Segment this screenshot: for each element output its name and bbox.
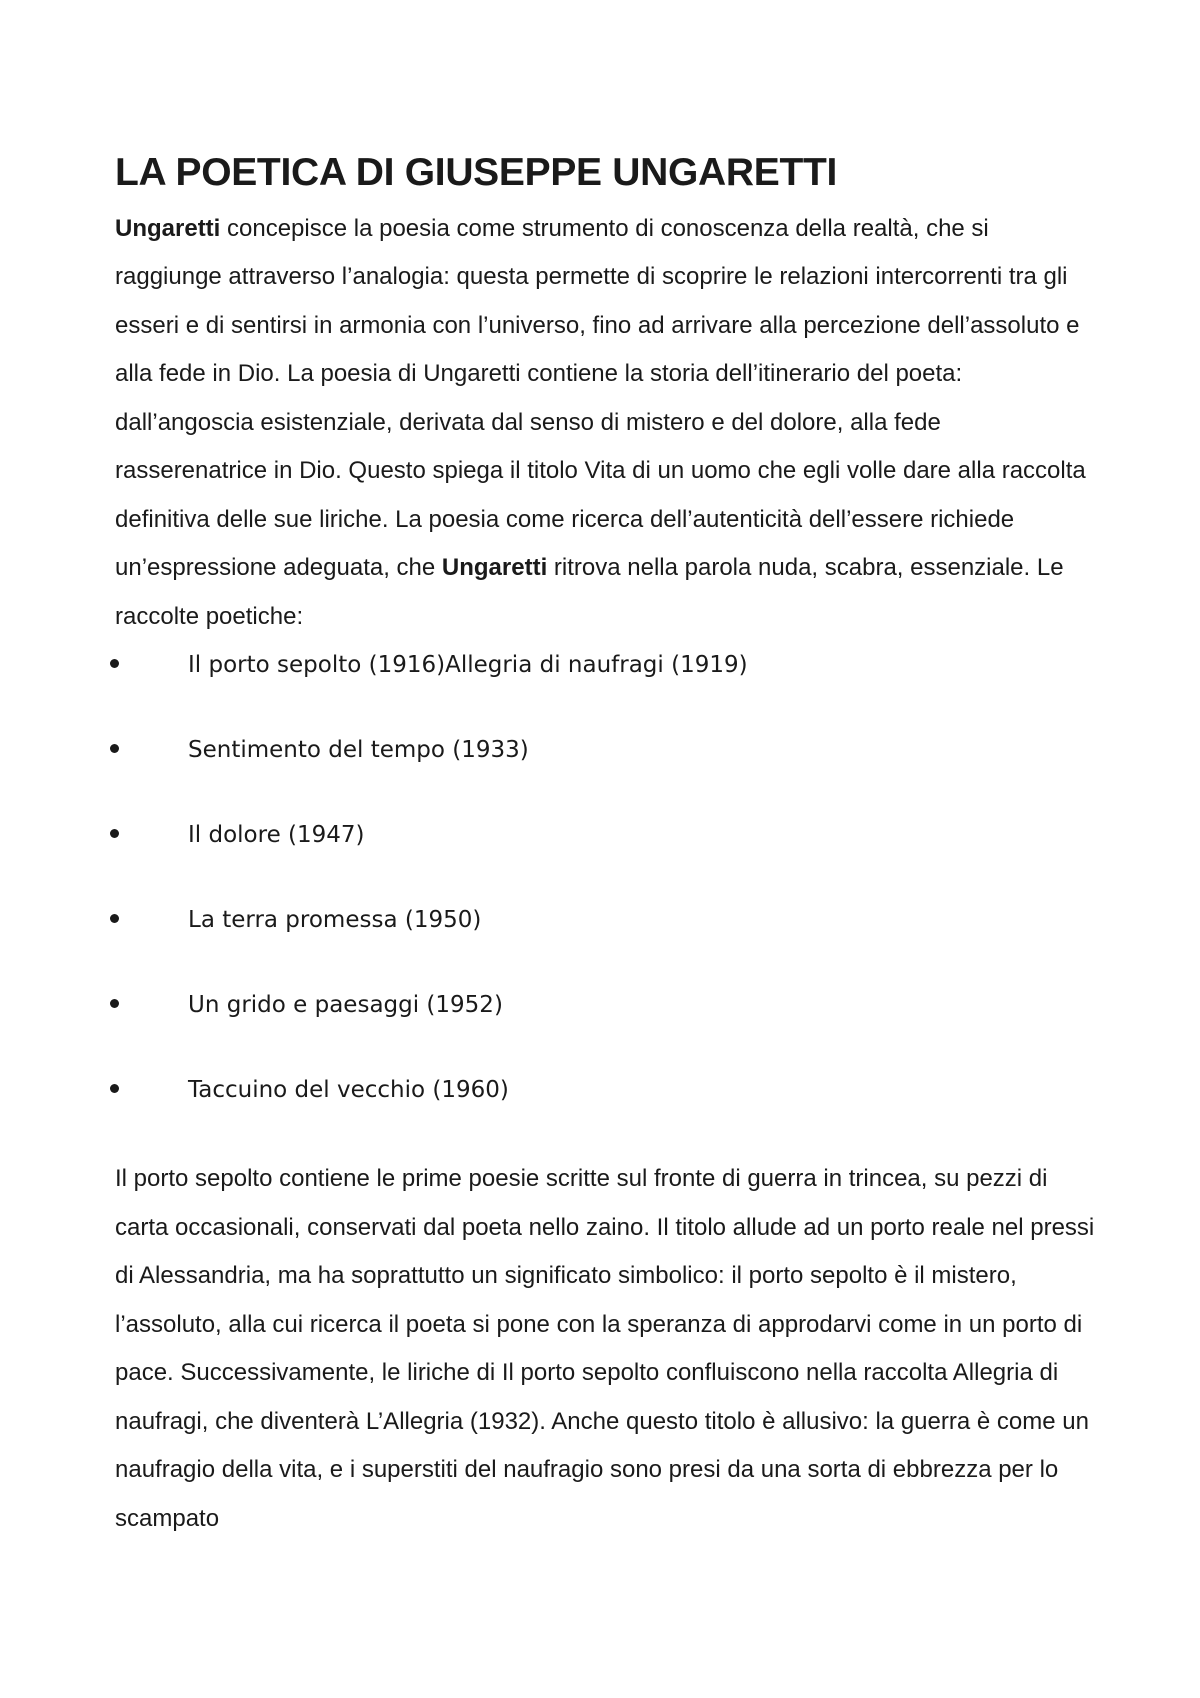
list-item-text: Sentimento del tempo (1933) bbox=[188, 737, 529, 764]
bullet-icon bbox=[110, 999, 119, 1008]
list-item bbox=[115, 811, 1095, 896]
bullet-icon bbox=[110, 744, 119, 753]
list-item-text: Il porto sepolto (1916)Allegria di naufragi (1919) bbox=[188, 652, 748, 679]
list-item bbox=[115, 1066, 1095, 1151]
author-name-2: Ungaretti bbox=[441, 554, 548, 582]
list-item-text: Taccuino del vecchio (1960) bbox=[188, 1077, 509, 1104]
intro-paragraph bbox=[115, 205, 1095, 642]
list-item bbox=[115, 981, 1095, 1066]
second-paragraph: Il porto sepolto contiene le prime poesie scritte sul fronte di guerra in trincea, su pezzi di carta occasionali, conservati dal poeta nello zaino. Il titolo allude ad un porto reale nel pressi di Alessandria, ma ha soprattutto un significato simbolico: il porto sepolto è il mistero, l’assoluto, alla cui ricerca il poeta si pone con la speranza di approdarvi come in un porto di pace. Successivamente, le liriche di Il porto sepolto confluiscono nella raccolta Allegria di naufragi, che diventerà L’Allegria (1932). Anche questo titolo è allusivo: la guerra è come un naufragio della vita, e i superstiti del naufragio sono presi da una sorta di ebbrezza per lo scampato bbox=[115, 1165, 1095, 1532]
bullet-icon bbox=[110, 914, 119, 923]
list-item-text: La terra promessa (1950) bbox=[188, 907, 482, 934]
list-item bbox=[115, 896, 1095, 981]
bullet-icon bbox=[110, 1084, 119, 1093]
list-item-text: Un grido e paesaggi (1952) bbox=[188, 992, 503, 1019]
list-item bbox=[115, 726, 1095, 811]
bullet-icon bbox=[110, 659, 119, 668]
document-content bbox=[115, 150, 1095, 1543]
list-item bbox=[115, 641, 1095, 726]
intro-text-part1: concepisce la poesia come strumento di conoscenza della realtà, che si raggiunge attraverso l’analogia: questa permette di scoprire le relazioni intercorrenti tra gli esseri e di sentirsi in armonia con l’universo, fino ad arrivare alla percezione dell’assoluto e alla fede in Dio. La poesia di Ungaretti contiene la storia dell’itinerario del poeta: dall’angoscia esistenziale, derivata dal senso di mistero e del dolore, alla fede rasserenatrice in Dio. Questo spiega il titolo Vita di un uomo che egli volle dare alla raccolta definitiva delle sue liriche. La poesia come ricerca dell’autenticità dell’essere richiede un’espressione adeguata, che bbox=[115, 214, 1086, 582]
intro-text-part2: ritrova nella parola nuda, scabra, essenziale. Le raccolte poetiche: bbox=[115, 554, 1064, 630]
bullet-icon bbox=[110, 829, 119, 838]
list-item-text: Il dolore (1947) bbox=[188, 822, 365, 849]
author-name: Ungaretti bbox=[115, 214, 221, 242]
collections-list bbox=[115, 641, 1095, 1151]
document-title: LA POETICA DI GIUSEPPE UNGARETTI bbox=[115, 151, 838, 194]
